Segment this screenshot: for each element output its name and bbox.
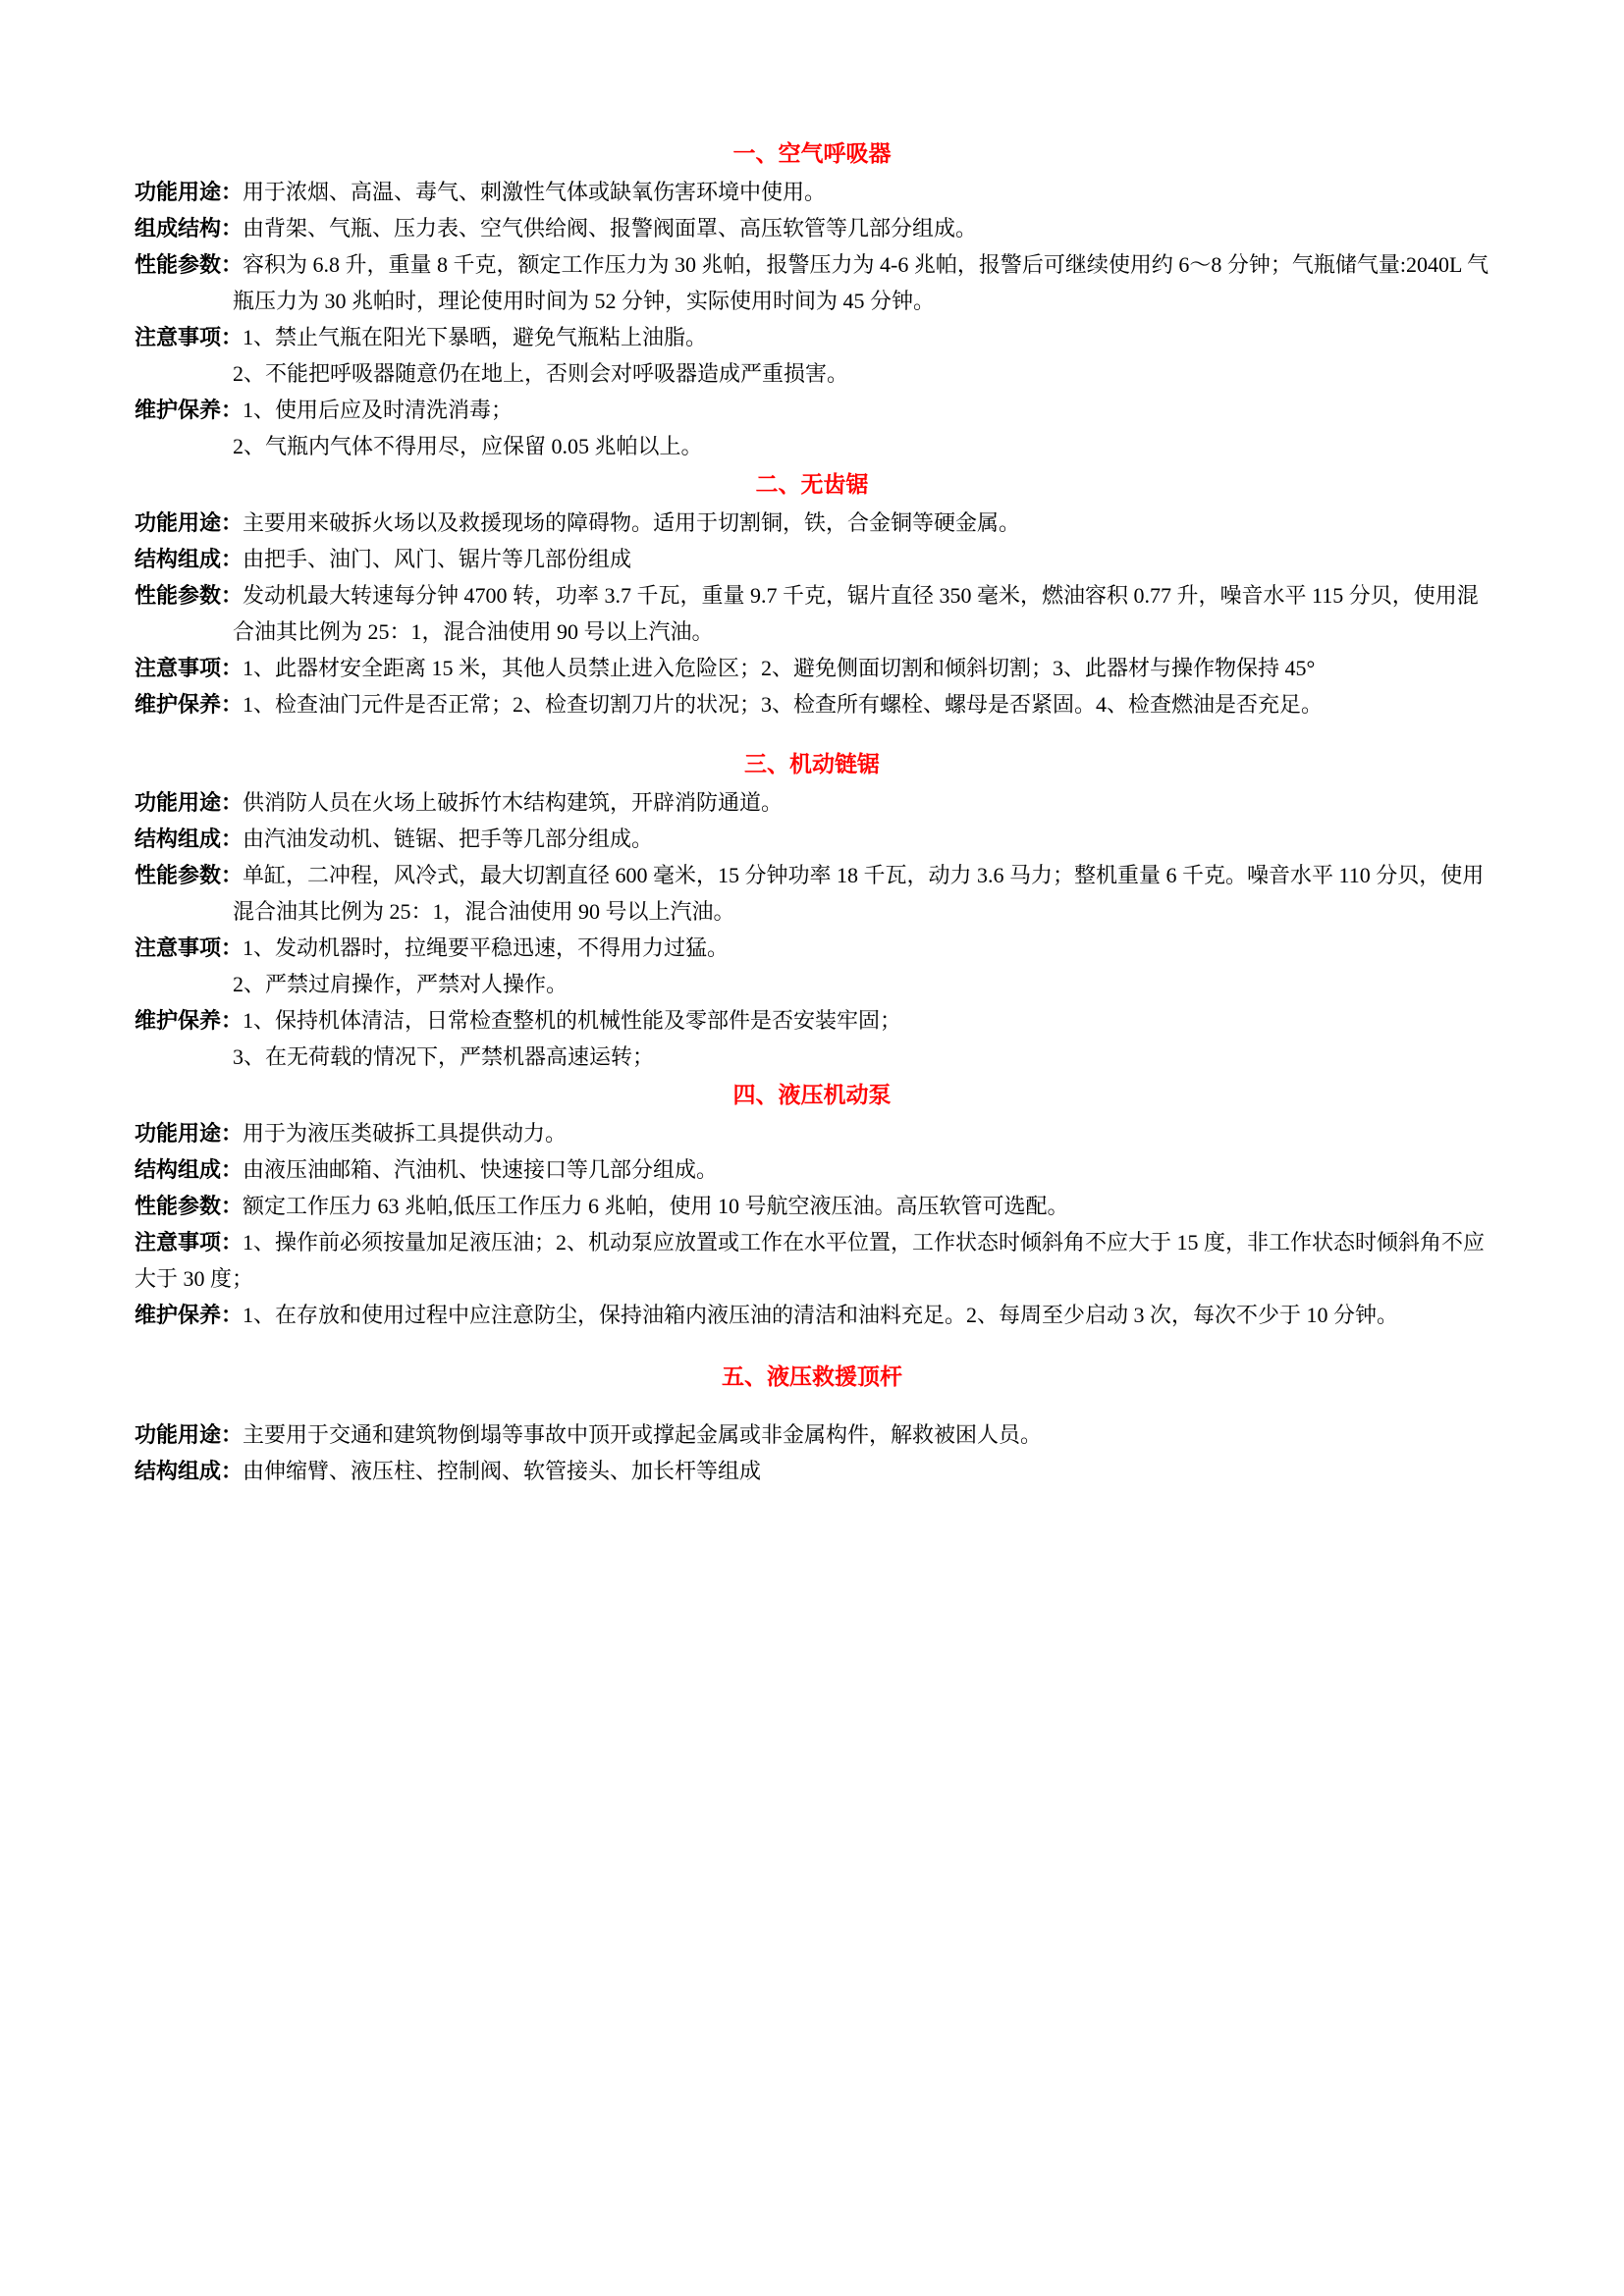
item-row <box>135 686 1489 722</box>
section-heading: 四、液压机动泵 <box>732 1082 892 1107</box>
item-label: 性能参数： <box>135 863 244 887</box>
doc-section <box>135 466 1489 722</box>
item-text: 容积为 6.8 升，重量 8 千克，额定工作压力为 30 兆帕，报警压力为 4-6 兆帕，报警后可继续使用约 6～8 分钟；气瓶储气量:2040L 气瓶压力为 30 兆帕时，理论使用时间为 52 分钟，实际使用时间为 45 分钟。 <box>233 252 1489 313</box>
item-row <box>135 1224 1489 1297</box>
item-row <box>135 821 1489 857</box>
doc-section <box>135 135 1489 464</box>
item-text: 1、检查油门元件是否正常；2、检查切割刀片的状况；3、检查所有螺栓、螺母是否紧固。4、检查燃油是否充足。 <box>243 692 1324 717</box>
section-heading: 二、无齿锯 <box>755 471 869 497</box>
item-row <box>135 1115 1489 1151</box>
item-text: 发动机最大转速每分钟 4700 转，功率 3.7 千瓦，重量 9.7 千克，锯片直径 350 毫米，燃油容积 0.77 升，噪音水平 115 分贝，使用混合油其比例为 25：1，混合油使用 90 号以上汽油。 <box>233 583 1479 644</box>
doc-section <box>135 1359 1489 1489</box>
item-line: 3、在无荷载的情况下，严禁机器高速运转； <box>233 1044 655 1069</box>
item-row <box>135 1297 1489 1333</box>
item-text: 单缸，二冲程，风冷式，最大切割直径 600 毫米，15 分钟功率 18 千瓦，动力 3.6 马力；整机重量 6 千克。噪音水平 110 分贝，使用混合油其比例为 25：1，混合油使用 90 号以上汽油。 <box>233 863 1485 924</box>
item-row <box>135 1416 1489 1453</box>
item-label: 组成结构： <box>135 216 244 240</box>
item-row <box>135 577 1489 650</box>
item-label: 维护保养： <box>135 1008 244 1033</box>
item-label: 注意事项： <box>135 1230 244 1255</box>
item-label: 结构组成： <box>135 1459 244 1483</box>
item-line: 2、不能把呼吸器随意仍在地上，否则会对呼吸器造成严重损害。 <box>233 361 849 386</box>
item-line: 2、严禁过肩操作，严禁对人操作。 <box>233 972 568 996</box>
item-label: 维护保养： <box>135 398 244 422</box>
item-row <box>135 857 1489 930</box>
section-heading: 五、液压救援顶杆 <box>722 1363 902 1389</box>
item-row <box>135 319 1489 392</box>
item-row <box>135 1453 1489 1489</box>
doc-section <box>135 746 1489 1075</box>
item-text: 由背架、气瓶、压力表、空气供给阀、报警阀面罩、高压软管等几部分组成。 <box>243 216 978 240</box>
item-text: 额定工作压力 63 兆帕,低压工作压力 6 兆帕，使用 10 号航空液压油。高压软管可选配。 <box>243 1194 1069 1218</box>
item-label: 功能用途： <box>135 1121 244 1146</box>
item-row <box>135 210 1489 246</box>
item-row <box>135 930 1489 1002</box>
item-text: 由伸缩臂、液压柱、控制阀、软管接头、加长杆等组成 <box>243 1459 762 1483</box>
item-text: 1、操作前必须按量加足液压油；2、机动泵应放置或工作在水平位置，工作状态时倾斜角不应大于 15 度，非工作状态时倾斜角不应大于 30 度； <box>135 1230 1486 1291</box>
item-text: 1、保持机体清洁，日常检查整机的机械性能及零部件是否安装牢固； <box>243 1008 902 1033</box>
item-row <box>135 1151 1489 1188</box>
item-text: 主要用于交通和建筑物倒塌等事故中顶开或撑起金属或非金属构件，解救被困人员。 <box>243 1422 1043 1447</box>
item-text: 由把手、油门、风门、锯片等几部份组成 <box>243 547 632 571</box>
item-row <box>135 1188 1489 1224</box>
item-label: 维护保养： <box>135 1303 244 1327</box>
item-label: 功能用途： <box>135 180 244 204</box>
item-row <box>135 505 1489 541</box>
item-row <box>135 1002 1489 1075</box>
item-label: 功能用途： <box>135 1422 244 1447</box>
item-text: 1、发动机器时，拉绳要平稳迅速，不得用力过猛。 <box>243 935 730 960</box>
item-text: 主要用来破拆火场以及救援现场的障碍物。适用于切割铜，铁，合金铜等硬金属。 <box>243 510 1021 535</box>
item-text: 用于浓烟、高温、毒气、刺激性气体或缺氧伤害环境中使用。 <box>243 180 827 204</box>
item-row <box>135 392 1489 464</box>
item-text: 1、禁止气瓶在阳光下暴晒，避免气瓶粘上油脂。 <box>243 325 708 349</box>
item-text: 1、在存放和使用过程中应注意防尘，保持油箱内液压油的清洁和油料充足。2、每周至少启动 3 次，每次不少于 10 分钟。 <box>243 1303 1399 1327</box>
item-label: 结构组成： <box>135 1157 244 1182</box>
item-text: 由汽油发动机、链锯、把手等几部分组成。 <box>243 827 654 851</box>
item-label: 功能用途： <box>135 790 244 815</box>
item-label: 功能用途： <box>135 510 244 535</box>
section-heading: 一、空气呼吸器 <box>732 140 892 166</box>
item-label: 性能参数： <box>135 583 244 608</box>
item-text: 供消防人员在火场上破拆竹木结构建筑，开辟消防通道。 <box>243 790 784 815</box>
item-row <box>135 650 1489 686</box>
item-label: 注意事项： <box>135 325 244 349</box>
item-label: 结构组成： <box>135 827 244 851</box>
item-row <box>135 246 1489 319</box>
item-text: 1、此器材安全距离 15 米，其他人员禁止进入危险区；2、避免侧面切割和倾斜切割；3、此器材与操作物保持 45° <box>243 656 1316 680</box>
item-row <box>135 541 1489 577</box>
item-label: 注意事项： <box>135 935 244 960</box>
item-line: 2、气瓶内气体不得用尽，应保留 0.05 兆帕以上。 <box>233 434 703 458</box>
section-heading: 三、机动链锯 <box>744 751 880 776</box>
item-label: 性能参数： <box>135 252 244 277</box>
item-label: 结构组成： <box>135 547 244 571</box>
item-label: 性能参数： <box>135 1194 244 1218</box>
item-text: 用于为液压类破拆工具提供动力。 <box>243 1121 568 1146</box>
item-label: 注意事项： <box>135 656 244 680</box>
item-text: 由液压油邮箱、汽油机、快速接口等几部分组成。 <box>243 1157 719 1182</box>
item-text: 1、使用后应及时清洗消毒； <box>243 398 514 422</box>
item-row <box>135 174 1489 210</box>
doc-section <box>135 1077 1489 1333</box>
item-label: 维护保养： <box>135 692 244 717</box>
item-row <box>135 784 1489 821</box>
